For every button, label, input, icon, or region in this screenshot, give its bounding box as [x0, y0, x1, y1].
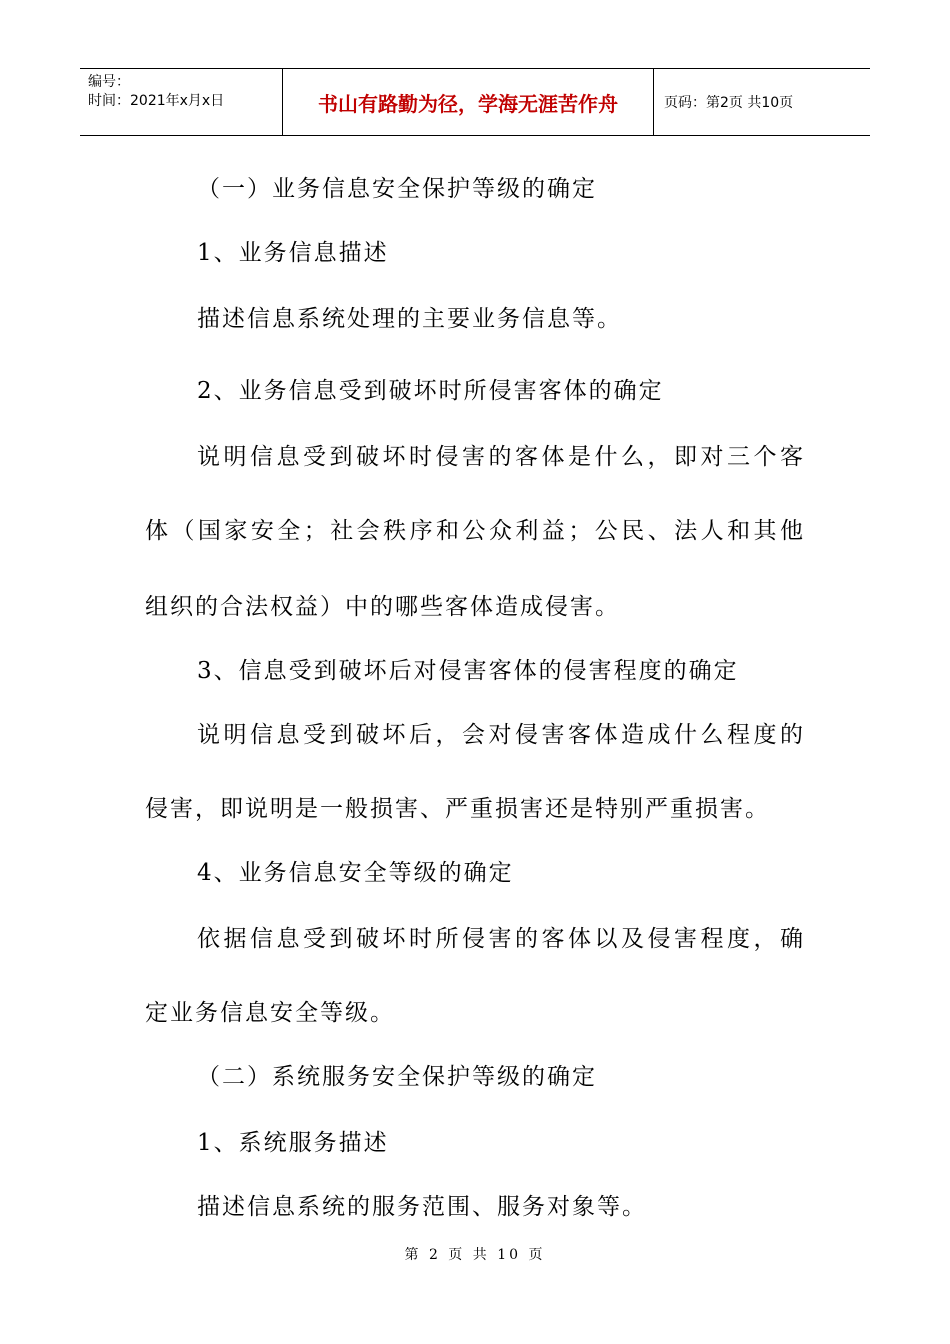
paragraph-1-4-line-2: 定业务信息安全等级。	[145, 1000, 395, 1026]
header-motto: 书山有路勤为径，学海无涯苦作舟	[282, 69, 654, 135]
header-page-info: 页码：第2页 共10页	[664, 95, 794, 111]
paragraph-1-2-line-2: 体（国家安全；社会秩序和公众利益；公民、法人和其他	[145, 518, 805, 544]
subsection-heading-1-4: 4、业务信息安全等级的确定	[197, 860, 514, 886]
subsection-heading-1-2: 2、业务信息受到破坏时所侵害客体的确定	[197, 378, 664, 404]
paragraph-1-2-line-1: 说明信息受到破坏时侵害的客体是什么，即对三个客	[197, 444, 805, 470]
subsection-heading-2-1: 1、系统服务描述	[197, 1130, 389, 1156]
document-date: 时间：2021年x月x日	[88, 93, 225, 109]
subsection-heading-1-3: 3、信息受到破坏后对侵害客体的侵害程度的确定	[197, 658, 739, 684]
section-heading-1: （一）业务信息安全保护等级的确定	[197, 176, 597, 202]
paragraph-1-4-line-1: 依据信息受到破坏时所侵害的客体以及侵害程度，确	[197, 926, 805, 952]
header-meta	[80, 69, 282, 135]
page-header	[80, 68, 870, 136]
paragraph-1-2-line-3: 组织的合法权益）中的哪些客体造成侵害。	[145, 594, 620, 620]
section-heading-2: （二）系统服务安全保护等级的确定	[197, 1064, 597, 1090]
subsection-heading-1-1: 1、业务信息描述	[197, 240, 389, 266]
paragraph-1-3-line-2: 侵害，即说明是一般损害、严重损害还是特别严重损害。	[145, 796, 770, 822]
paragraph-2-1: 描述信息系统的服务范围、服务对象等。	[197, 1194, 647, 1220]
paragraph-1-1: 描述信息系统处理的主要业务信息等。	[197, 306, 622, 332]
document-code-label: 编号：	[88, 74, 130, 90]
page-footer: 第 2 页 共 10 页	[404, 1247, 546, 1263]
paragraph-1-3-line-1: 说明信息受到破坏后，会对侵害客体造成什么程度的	[197, 722, 805, 748]
